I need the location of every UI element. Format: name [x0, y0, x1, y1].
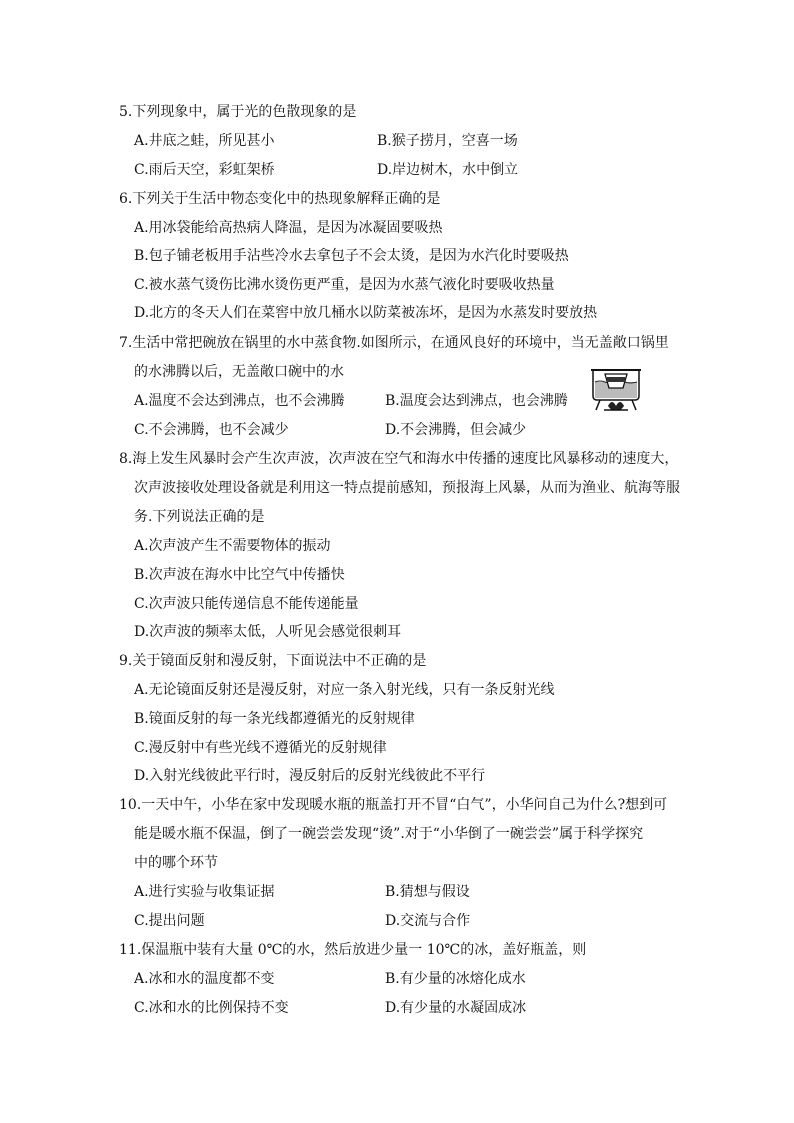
question-10-option-c: C.提出问题 — [134, 913, 205, 929]
question-6-option-a: A.用冰袋能给高热病人降温，是因为冰凝固要吸热 — [134, 220, 443, 236]
question-11-option-d: D.有少量的水凝固成冰 — [385, 1000, 527, 1016]
question-10-option-d: D.交流与合作 — [385, 913, 471, 929]
question-11-option-b: B.有少量的冰熔化成水 — [385, 971, 526, 987]
question-8-stem-line-2: 次声波接收处理设备就是利用这一特点提前感知，预报海上风暴，从而为渔业、航海等服 — [134, 480, 680, 496]
question-5-option-d: D.岸边树木，水中倒立 — [377, 162, 519, 178]
question-6-option-c: C.被水蒸气烫伤比沸水烫伤更严重，是因为水蒸气液化时要吸收热量 — [134, 277, 555, 293]
question-10-stem-line-2: 能是暖水瓶不保温，倒了一碗尝尝发现“烫”.对于“小华倒了一碗尝尝”属于科学探究 — [134, 826, 644, 842]
question-8-stem-line-3: 务.下列说法正确的是 — [134, 509, 265, 525]
question-11-option-c: C.冰和水的比例保持不变 — [134, 1000, 289, 1016]
question-8-option-a: A.次声波产生不需要物体的振动 — [134, 538, 331, 554]
question-10-option-b: B.猜想与假设 — [385, 884, 470, 900]
question-5-stem: 5.下列现象中，属于光的色散现象的是 — [119, 104, 357, 120]
question-5-option-a: A.井底之蛙，所见甚小 — [134, 133, 275, 149]
question-10-stem-line-3: 中的哪个环节 — [134, 855, 218, 871]
question-6-stem: 6.下列关于生活中物态变化中的热现象解释正确的是 — [119, 191, 441, 207]
question-10-option-a: A.进行实验与收集证据 — [134, 884, 275, 900]
question-9-stem: 9.关于镜面反射和漫反射，下面说法中不正确的是 — [119, 653, 427, 669]
question-7-option-b: B.温度会达到沸点，也会沸腾 — [385, 393, 568, 409]
question-11-stem: 11.保温瓶中装有大量 0℃的水，然后放进少量一 10℃的冰，盖好瓶盖，则 — [119, 942, 587, 958]
question-8-option-d: D.次声波的频率太低，人听见会感觉很刺耳 — [134, 624, 402, 640]
pot-and-bowl-figure — [590, 362, 642, 414]
question-9-option-b: B.镜面反射的每一条光线都遵循光的反射规律 — [134, 711, 415, 727]
question-8-stem-line-1: 8.海上发生风暴时会产生次声波，次声波在空气和海水中传播的速度比风暴移动的速度大， — [119, 451, 679, 467]
question-9-option-c: C.漫反射中有些光线不遵循光的反射规律 — [134, 740, 387, 756]
question-10-stem-line-1: 10.一天中午，小华在家中发现暖水瓶的瓶盖打开不冒“白气”，小华问自己为什么?想到可 — [119, 797, 668, 813]
question-7-stem-line-1: 7.生活中常把碗放在锅里的水中蒸食物.如图所示，在通风良好的环境中，当无盖敞口锅里 — [119, 335, 669, 351]
question-9-option-a: A.无论镜面反射还是漫反射，对应一条入射光线，只有一条反射光线 — [134, 682, 555, 698]
question-5-option-c: C.雨后天空，彩虹架桥 — [134, 162, 275, 178]
question-5-option-b: B.猴子捞月，空喜一场 — [377, 133, 518, 149]
question-6-option-b: B.包子铺老板用手沾些冷水去拿包子不会太烫，是因为水汽化时要吸热 — [134, 248, 569, 264]
question-7-option-c: C.不会沸腾，也不会减少 — [134, 422, 289, 438]
question-7-option-d: D.不会沸腾，但会减少 — [385, 422, 527, 438]
question-7-stem-line-2: 的水沸腾以后，无盖敞口碗中的水 — [134, 364, 344, 380]
question-9-option-d: D.入射光线彼此平行时，漫反射后的反射光线彼此不平行 — [134, 768, 486, 784]
question-11-option-a: A.冰和水的温度都不变 — [134, 971, 275, 987]
question-8-option-b: B.次声波在海水中比空气中传播快 — [134, 567, 345, 583]
question-8-option-c: C.次声波只能传递信息不能传递能量 — [134, 596, 359, 612]
question-7-option-a: A.温度不会达到沸点，也不会沸腾 — [134, 393, 345, 409]
question-6-option-d: D.北方的冬天人们在菜窖中放几桶水以防菜被冻坏，是因为水蒸发时要放热 — [134, 305, 598, 321]
